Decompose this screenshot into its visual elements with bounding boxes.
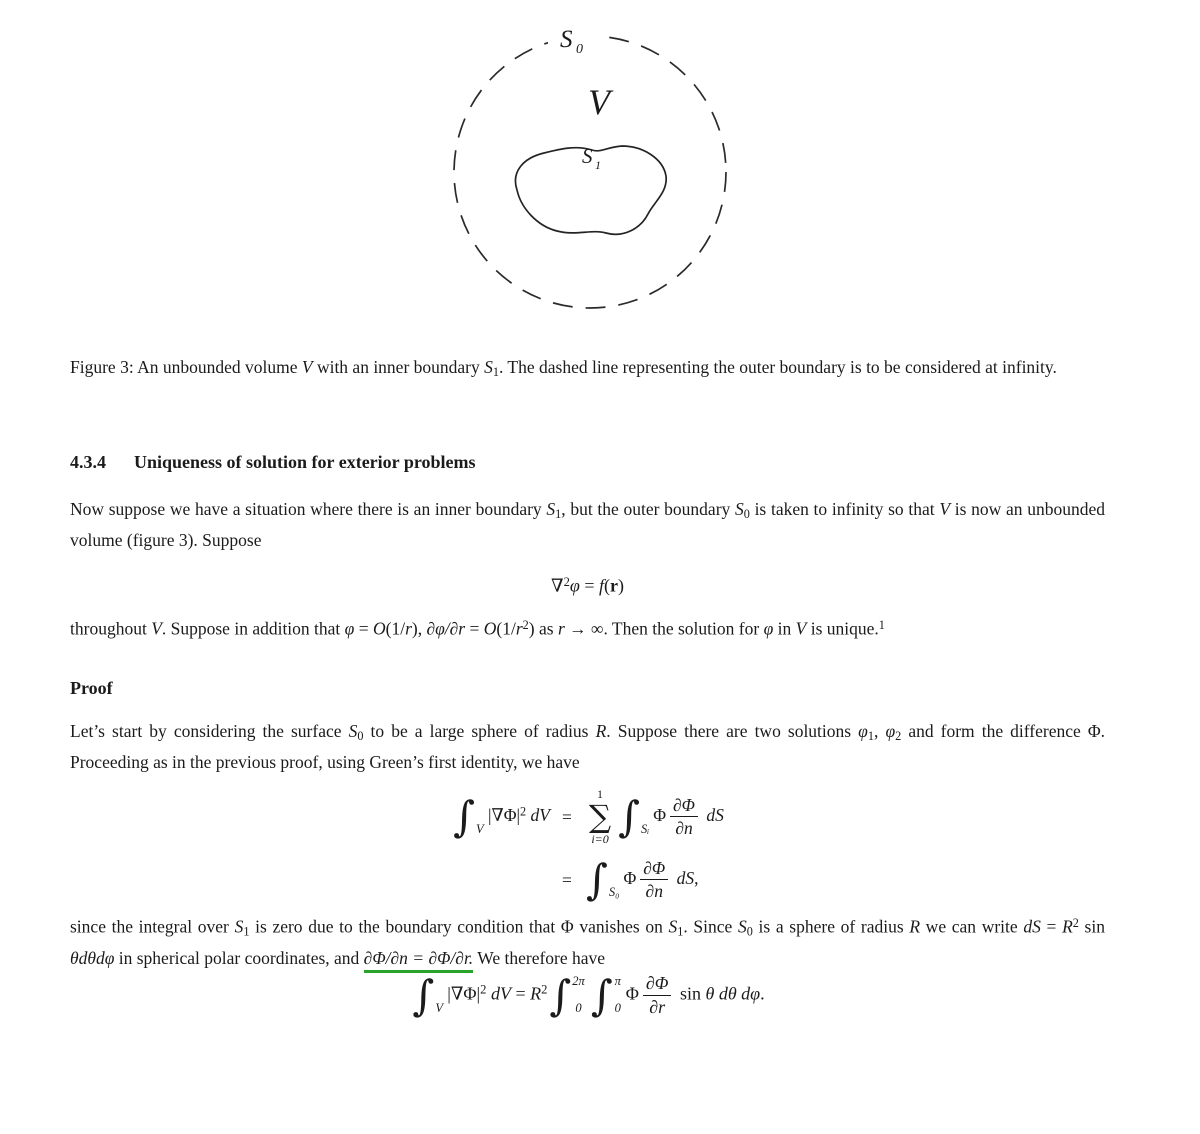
proof-heading: Proof: [70, 677, 113, 698]
volume-label: V: [588, 82, 610, 122]
green-underline-annotation: ∂Φ/∂n = ∂Φ/∂r.: [364, 948, 474, 973]
outer-boundary-dashed-circle: [454, 36, 726, 308]
fraction: $\frac{\partial\Phi}{\partial n}$: [670, 795, 698, 838]
integral-sign: ∫ V: [453, 791, 484, 841]
integral-sign: ∫ S₀: [585, 854, 620, 904]
inner-boundary-label: S: [582, 144, 593, 168]
integral-sign: ∫ Sᵢ: [618, 791, 650, 841]
fraction: $\frac{\partial\Phi}{\partial r}$: [643, 973, 672, 1017]
equation-laplace: ∇$^2$φ = f(r): [550, 574, 624, 596]
page-content: [70, 354, 1105, 1018]
equals-sign: =: [562, 806, 572, 827]
integral-sign: ∫ π 0: [590, 970, 621, 1020]
section-heading: [70, 450, 1105, 474]
integral-sign: ∫ 2π 0: [549, 970, 585, 1020]
outer-boundary-label: S: [560, 26, 573, 53]
paragraph-since: since the integral over S1 is zero due to the boundary condition that Φ vanishes on S1. Since S0 is a sphere of radius R we can write dS = $R^2$ sin θdθdφ in spherical polar coordinates, and ∂Φ/∂n = ∂Φ/∂r. We therefore have: [70, 910, 1105, 972]
inner-boundary-label-sub: 1: [595, 158, 601, 172]
integral-sign: ∫ V: [412, 970, 444, 1020]
equation-green-identity: [70, 788, 1105, 902]
figure-caption: Figure 3: An unbounded volume V with an inner boundary S1. The dashed line representing the outer boundary is to be considered at infinity.: [70, 357, 1057, 380]
section-number: 4.3.4: [70, 451, 106, 472]
paragraph-proof-intro: Let’s start by considering the surface S0 to be a large sphere of radius R. Suppose there are two solutions φ1, φ2 and form the difference Φ. Proceeding as in the previous proof, using Green’s first identity, we have: [70, 720, 1106, 773]
outer-boundary-label-sub: 0: [576, 42, 583, 57]
equation-lhs: ∫ V $|\nabla\Phi|^2$ dV: [453, 791, 550, 841]
equals-sign: =: [562, 869, 572, 890]
summation-sign: 1 ∑ i=0: [588, 786, 612, 846]
equation-rhs-line1: 1 ∑ i=0 ∫ Sᵢ Φ $\frac{\partial\Phi}{\partial n}$ dS: [588, 786, 724, 846]
paragraph-intro: Now suppose we have a situation where there is an inner boundary S1, but the outer boundary S0 is taken to infinity so that V is now an unbounded volume (figure 3). Suppose: [70, 498, 1105, 551]
paragraph-conditions: throughout V. Suppose in addition that φ = O(1/r), $\partial\varphi/\partial r = O(1/r^2)$ as r → ∞. Then the solution for φ in V is unique.$^1$: [70, 617, 885, 639]
figure-3-diagram: [0, 0, 1200, 340]
equation-final: ∫ V $|\nabla\Phi|^2$ dV = $R^2$ ∫ 2π 0 ∫ π 0 Φ $\frac{\partial\Phi}{\partial r}$ sin θ dθ dφ.: [412, 970, 765, 1020]
equation-rhs-line2: ∫ S₀ Φ $\frac{\partial\Phi}{\partial n}$ dS,: [585, 854, 699, 904]
section-title: Uniqueness of solution for exterior problems: [134, 451, 476, 472]
fraction: $\frac{\partial\Phi}{\partial n}$: [640, 858, 668, 901]
